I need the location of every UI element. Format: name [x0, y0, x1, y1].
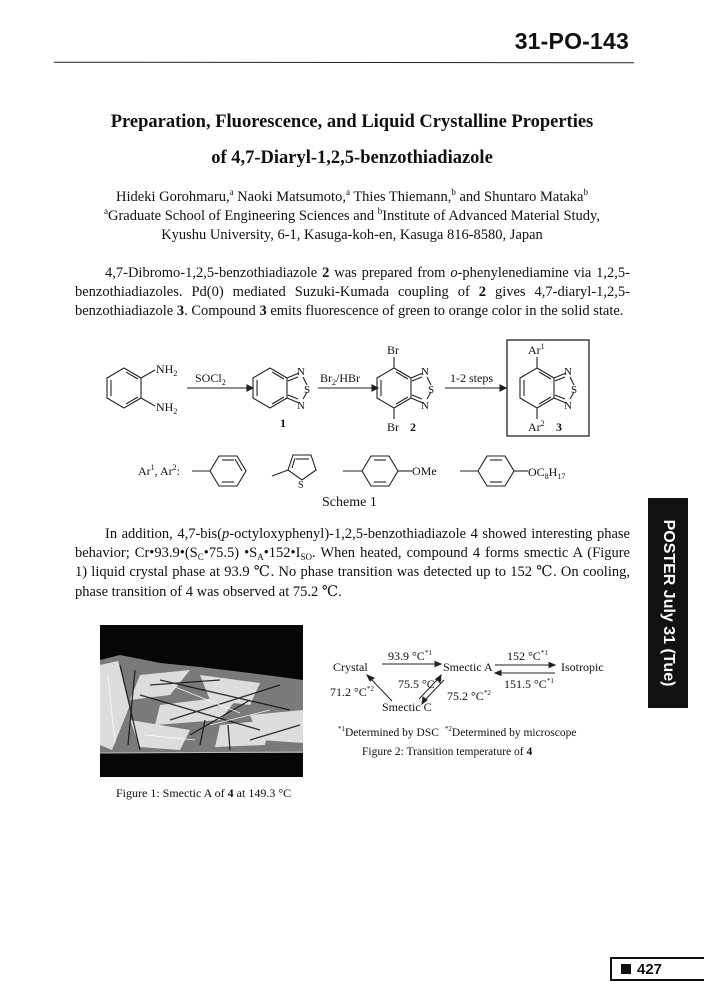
figure-1-micrograph	[100, 625, 303, 777]
abstract-paragraph-1	[75, 264, 630, 322]
arrow-head	[367, 675, 374, 681]
address: Kyushu University, 6-1, Kasuga-koh-en, Kasuga 816-8580, Japan	[161, 227, 543, 243]
atom-s: S	[428, 384, 435, 396]
reagent-steps: 1-2 steps	[450, 371, 493, 385]
text: . Compound	[184, 303, 260, 320]
arrow-head	[435, 662, 441, 667]
text: 4,7-Dibromo-1,2,5-benzothiadiazole	[105, 265, 323, 281]
atom-s: S	[304, 384, 311, 396]
abstract-code: 31-PO-143	[514, 28, 629, 54]
atom-n: N	[564, 366, 572, 378]
figure-1-caption	[116, 786, 291, 801]
nh2-label: $NH_2$	[156, 400, 178, 416]
texture-image	[100, 625, 303, 777]
arrow-head	[495, 671, 501, 676]
text: emits fluorescence of green to orange color in the solid state.	[266, 303, 624, 320]
octyloxyphenyl-substituent	[460, 456, 528, 486]
arrow-head	[247, 385, 253, 391]
affiliation-mark: b	[583, 187, 588, 197]
compound-label-2: 2	[410, 420, 416, 434]
compound-ref: 3	[176, 303, 185, 320]
phase-smectic-a: Smectic A	[443, 660, 493, 674]
square-bullet-icon	[621, 964, 631, 974]
phase-smectic-c: Smectic C	[382, 700, 432, 714]
text: •152•I	[263, 545, 301, 562]
author-name: Naoki Matsumoto,	[237, 189, 346, 205]
author-name: Hideki Gorohmaru,	[116, 189, 230, 205]
affiliation-mark: b	[377, 206, 383, 216]
subscript: SO	[300, 552, 312, 563]
atom-s: S	[298, 480, 304, 491]
author-block	[0, 188, 704, 245]
text: -phenylenediamine via 1,2,5-benzothiadiazoles. Pd(0) mediated Suzuki-Kumada coupling of	[75, 265, 631, 301]
temp-151-5: 151.5 $^\circ C^{*1}$	[504, 677, 554, 691]
scheme-caption: Scheme 1	[322, 495, 377, 510]
affiliation-mark: a	[345, 187, 350, 197]
temp-152: 152 $^\circ C^{*1}$	[507, 649, 548, 663]
temp-93-9: 93.9 $^\circ C^{*1}$	[388, 649, 432, 663]
text: -octyloxyphenyl)-1,2,5-benzothiadiazole 4 showed interesting phase behavior; Cr•93.9•(S	[75, 526, 630, 562]
ar-substituent-label: Ar$^1$, Ar$^2$:	[138, 463, 181, 478]
author-list	[0, 188, 704, 207]
text: •75.5) •S	[203, 545, 258, 562]
atom-n: N	[564, 400, 572, 412]
phase-crystal: Crystal	[333, 660, 368, 674]
text: . When heated, compound 4 forms smectic A (Figure 1) liquid crystal phase at 93.9 ℃. No phase transition was detected up to 152 ℃. On cooling, phase transition of 4 was observed at 75.2 ℃.	[75, 545, 630, 600]
session-side-tab	[648, 498, 688, 708]
phenylenediamine-structure	[107, 368, 155, 408]
atom-n: N	[297, 366, 305, 378]
arrow-head	[549, 663, 555, 668]
compound-ref: 4	[227, 786, 234, 800]
temp-75-2: 75.2 $^\circ C^{*2}$	[447, 689, 491, 703]
arrow-head	[500, 385, 506, 391]
affiliation-b: Institute of Advanced Material Study,	[382, 208, 600, 224]
affiliation-mark: b	[451, 187, 456, 197]
header-rule	[54, 62, 634, 64]
temp-71-2: 71.2 $^\circ C^{*2}$	[330, 685, 374, 699]
atom-br: Br	[387, 343, 399, 357]
atom-n: N	[421, 400, 429, 412]
ar2-label: Ar$^2$	[528, 419, 545, 434]
affiliation-mark: a	[229, 187, 234, 197]
side-tab-label: POSTER July 31 (Tue)	[660, 519, 677, 687]
text: In addition, 4,7-bis(	[105, 526, 223, 542]
compound-label-3: 3	[556, 420, 562, 434]
ar1-label: Ar$^1$	[528, 342, 545, 357]
figure-2-transition-diagram	[310, 640, 630, 765]
reagent-br2-hbr: $Br_2$/HBr	[320, 371, 360, 387]
methoxyphenyl-substituent	[343, 456, 412, 486]
atom-n: N	[421, 366, 429, 378]
compound-label-1: 1	[280, 416, 286, 430]
affiliation-a: Graduate School of Engineering Sciences and	[107, 208, 378, 224]
paper-title-line1: Preparation, Fluorescence, and Liquid Crystalline Properties	[110, 112, 594, 132]
compound-ref: 2	[322, 265, 330, 281]
atom-n: N	[297, 400, 305, 412]
subscript: A	[257, 552, 264, 563]
phase-isotropic: Isotropic	[561, 660, 604, 674]
reagent-socl2: SOCl$_2$	[195, 371, 226, 387]
oc8h17-label: $OC_8H_{17}$	[528, 465, 566, 481]
subscript: C	[197, 552, 204, 563]
text: Figure 1: Smectic A of	[116, 786, 228, 800]
ome-label: OMe	[412, 464, 437, 478]
author-name: and Shuntaro Mataka	[459, 189, 584, 205]
figure-2-caption: Figure 2: Transition temperature of 4	[362, 746, 533, 758]
figure-2-notes: $^{*1}$Determined by DSC $^{*2}$Determined by microscope	[338, 725, 577, 739]
text: o	[450, 265, 458, 281]
text: was prepared from	[329, 265, 451, 281]
text: at 149.3 °C	[233, 786, 292, 800]
atom-s: S	[571, 384, 578, 396]
temp-75-5: 75.5 $^\circ C^{*2}$	[398, 677, 442, 691]
affiliations	[0, 207, 704, 226]
affiliation-mark: a	[103, 206, 108, 216]
phenyl-substituent	[192, 456, 246, 486]
author-name: Thies Thiemann,	[353, 189, 452, 205]
text: gives 4,7-diaryl-1,2,5-benzothiadiazole	[75, 284, 630, 320]
page-number-box	[610, 957, 704, 981]
text: p	[222, 526, 230, 542]
page-number: 427	[637, 961, 663, 978]
abstract-paragraph-2	[75, 525, 630, 602]
scheme-1	[0, 335, 704, 515]
thienyl-substituent	[272, 455, 316, 480]
compound-ref: 3	[259, 303, 267, 320]
atom-br: Br	[387, 420, 399, 434]
compound-ref: 2	[478, 284, 486, 301]
nh2-label: $NH_2$	[156, 362, 178, 378]
paper-title-line2: of 4,7-Diaryl-1,2,5-benzothiadiazole	[211, 148, 493, 168]
